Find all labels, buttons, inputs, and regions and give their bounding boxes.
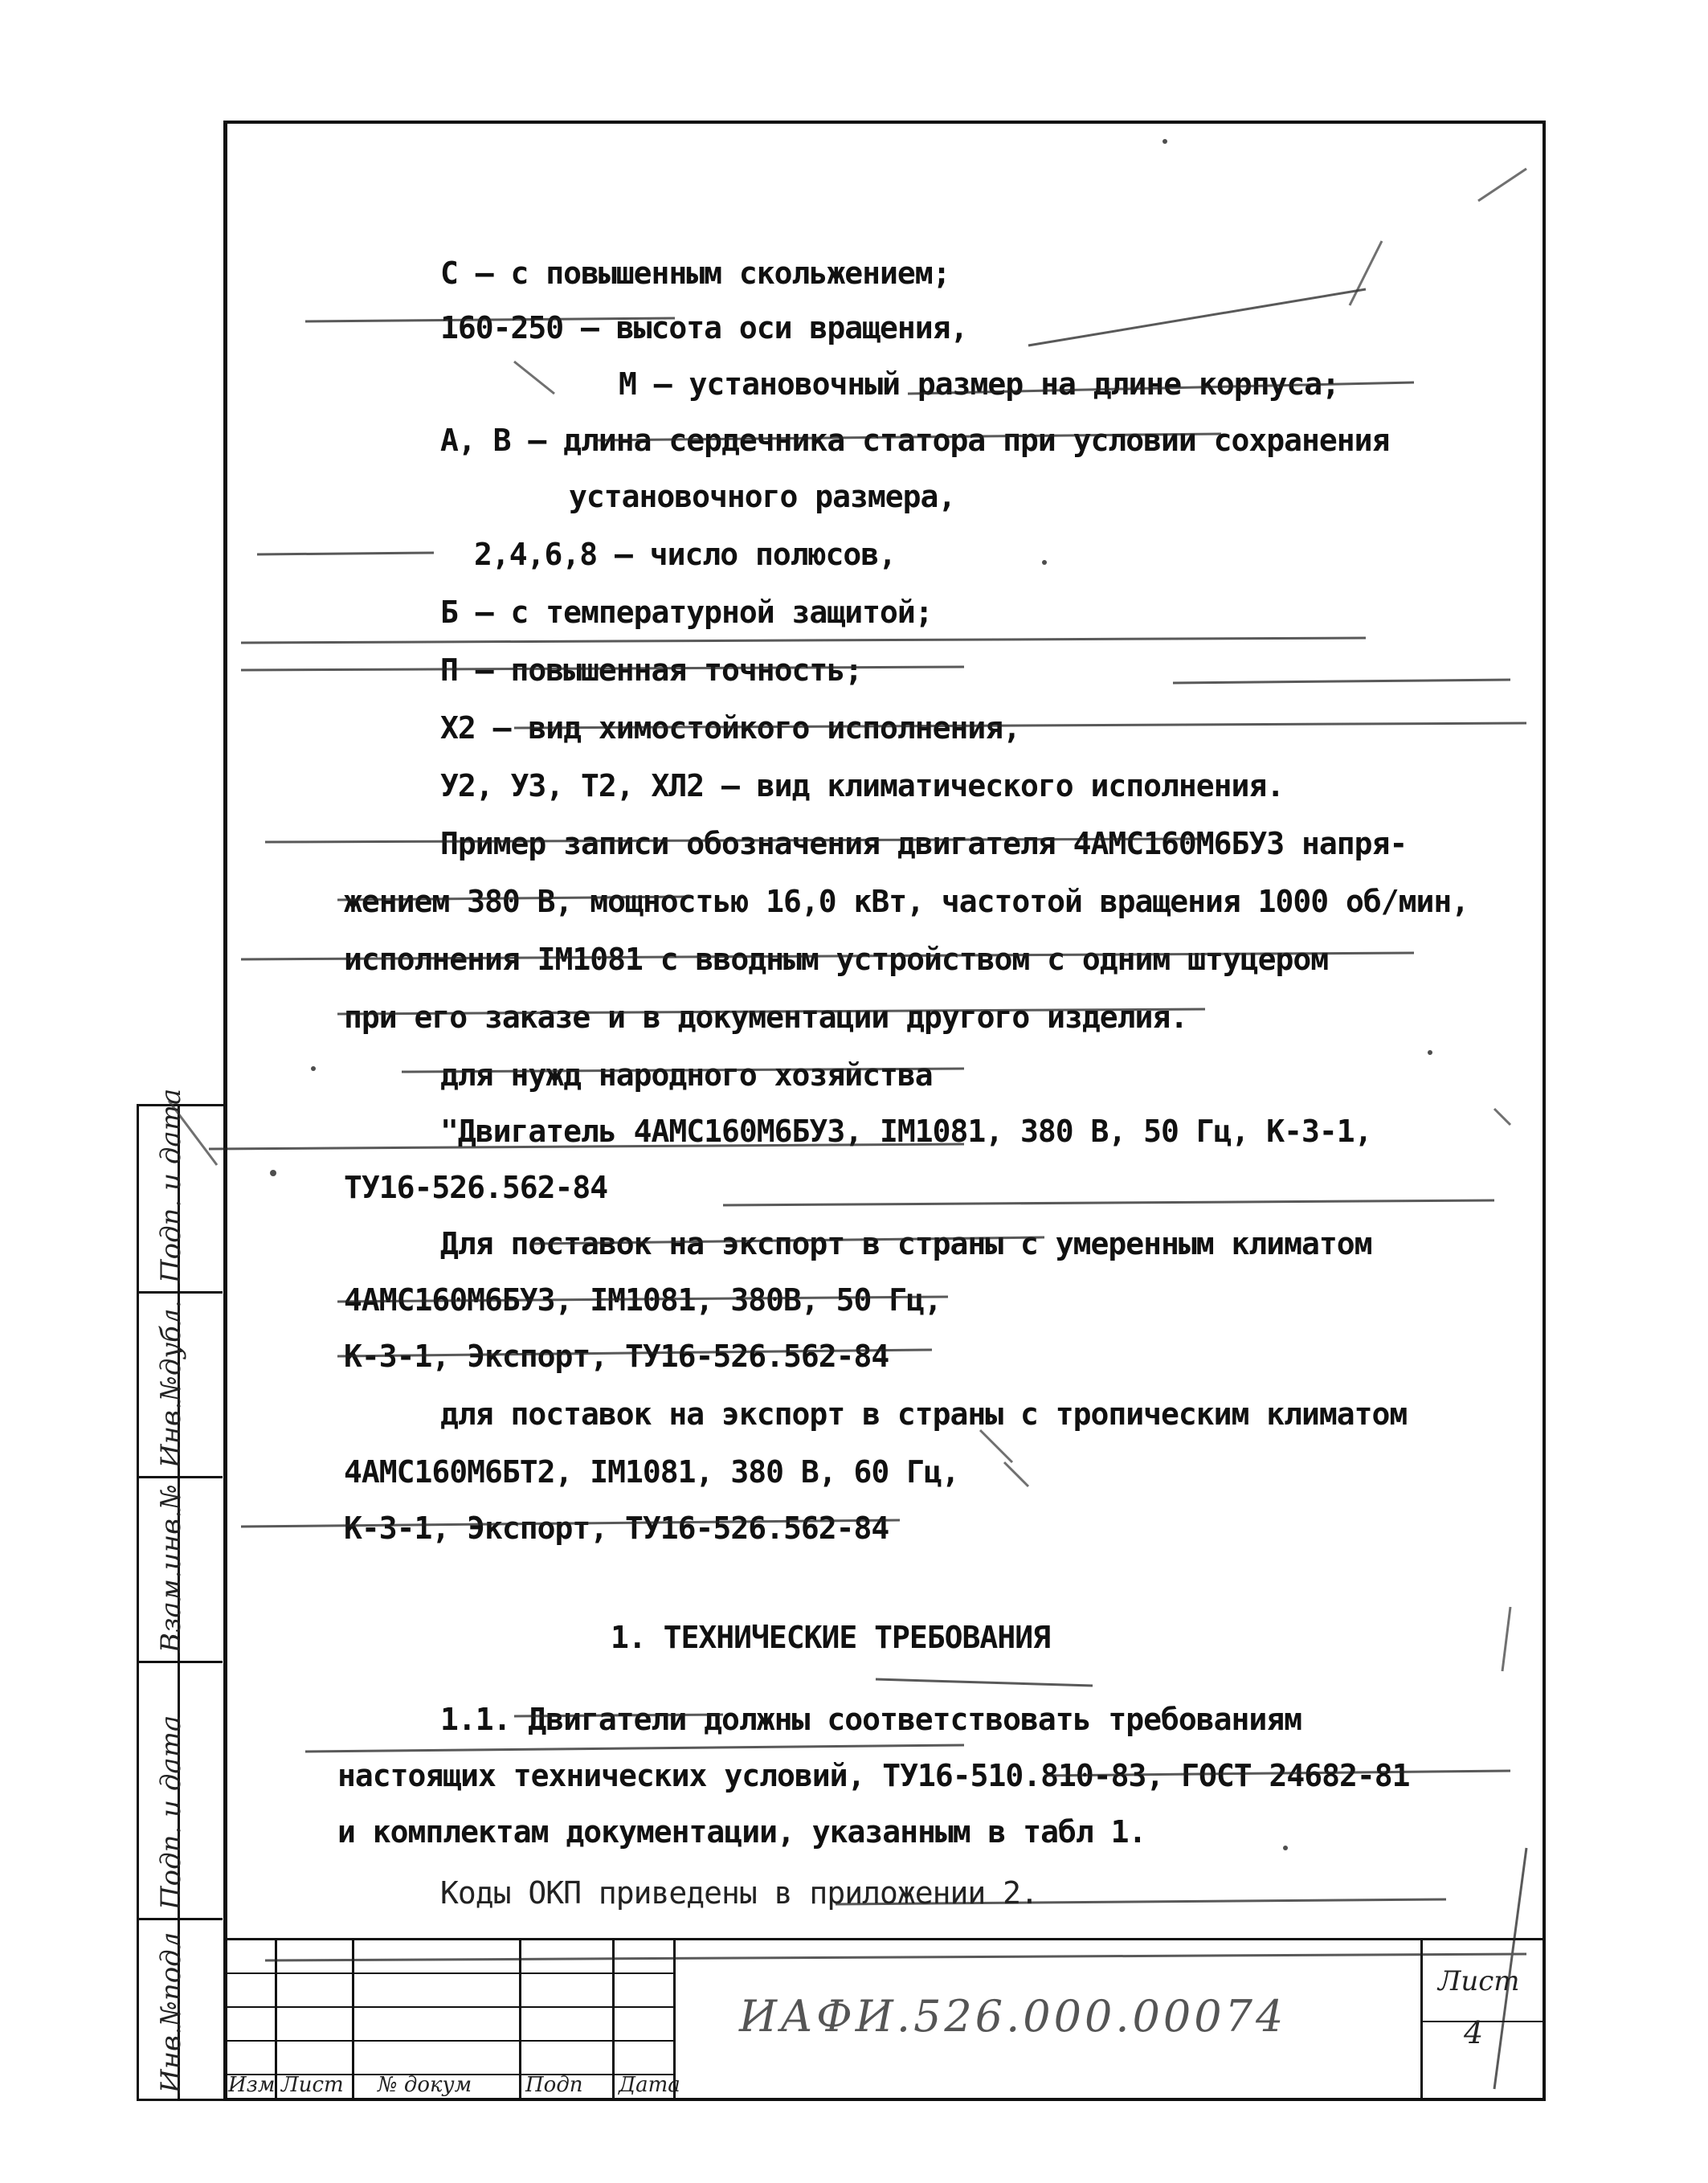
tb-label-list: Лист	[281, 2073, 344, 2097]
side-label-vzam-inv: Взам.инв.№	[155, 1484, 187, 1653]
sheet-number: 4	[1464, 2015, 1484, 2050]
line-18: Для поставок на экспорт в страны с умеренным климатом	[440, 1226, 1372, 1261]
line-8: П – повышенная точность;	[440, 652, 863, 688]
line-10: У2, У3, Т2, ХЛ2 – вид климатического исполнения.	[440, 768, 1285, 803]
tb-label-podp: Подп	[525, 2073, 583, 2097]
tb-label-data: Дата	[619, 2073, 680, 2097]
line-3: М – установочный размер на длине корпуса;	[619, 366, 1339, 402]
section-heading: 1. ТЕХНИЧЕСКИЕ ТРЕБОВАНИЯ	[611, 1620, 1050, 1655]
line-6: 2,4,6,8 – число полюсов,	[474, 537, 897, 572]
line-9: Х2 – вид химостойкого исполнения,	[440, 710, 1020, 746]
line-2: 160-250 – высота оси вращения,	[440, 310, 968, 345]
side-label-podp-data-1: Подп. и дата	[155, 1715, 187, 1910]
side-label-inv-podl: Инв.№подл	[155, 1932, 187, 2093]
document-designation: ИАФИ.526.000.00074	[739, 1991, 1287, 2042]
okp-codes-note: Коды ОКП приведены в приложении 2.	[440, 1875, 1038, 1911]
sheet-label: Лист	[1438, 1965, 1520, 1997]
line-7: Б – с температурной защитой;	[440, 595, 933, 630]
line-22: 4АМС160М6БТ2, IМ1081, 380 В, 60 Гц,	[344, 1454, 959, 1490]
line-21: для поставок на экспорт в страны с тропическим климатом	[440, 1396, 1408, 1432]
line-13: исполнения IМ1081 с вводным устройством с одним штуцером	[344, 942, 1329, 977]
line-17: ТУ16-526.562-84	[344, 1170, 608, 1205]
line-23: К-3-1, Экспорт, ТУ16-526.562-84	[344, 1511, 889, 1546]
line-5: установочного размера,	[569, 479, 956, 514]
line-11: Пример записи обозначения двигателя 4АМС160М6БУ3 напря-	[440, 826, 1408, 861]
line-15: для нужд народного хозяйства	[440, 1057, 933, 1093]
line-4: А, В – длина сердечника статора при условии сохранения	[440, 423, 1390, 458]
paragraph-1-1-line-1: 1.1. Двигатели должны соответствовать требованиям	[440, 1702, 1302, 1737]
side-label-inv-dubl: Инв.№дубл.	[155, 1299, 187, 1468]
tb-label-izm: Изм	[228, 2073, 276, 2097]
side-label-podp-data-2: Подп. и дата	[155, 1088, 187, 1283]
line-16: "Двигатель 4АМС160М6БУ3, IМ1081, 380 В, 50 Гц, К-3-1,	[440, 1114, 1372, 1149]
line-12: жением 380 В, мощностью 16,0 кВт, частотой вращения 1000 об/мин,	[344, 884, 1469, 919]
line-19: 4АМС160М6БУ3, IМ1081, 380В, 50 Гц,	[344, 1282, 942, 1318]
line-14: при его заказе и в документации другого изделия.	[344, 1000, 1188, 1035]
paragraph-1-1-line-3: и комплектам документации, указанным в табл 1.	[337, 1814, 1146, 1850]
tb-label-n-dokum: № докум	[378, 2073, 472, 2097]
paragraph-1-1-line-2: настоящих технических условий, ТУ16-510.810-83, ГОСТ 24682-81	[337, 1758, 1410, 1793]
line-20: К-3-1, Экспорт, ТУ16-526.562-84	[344, 1339, 889, 1374]
line-1: С – с повышенным скольжением;	[440, 256, 950, 291]
